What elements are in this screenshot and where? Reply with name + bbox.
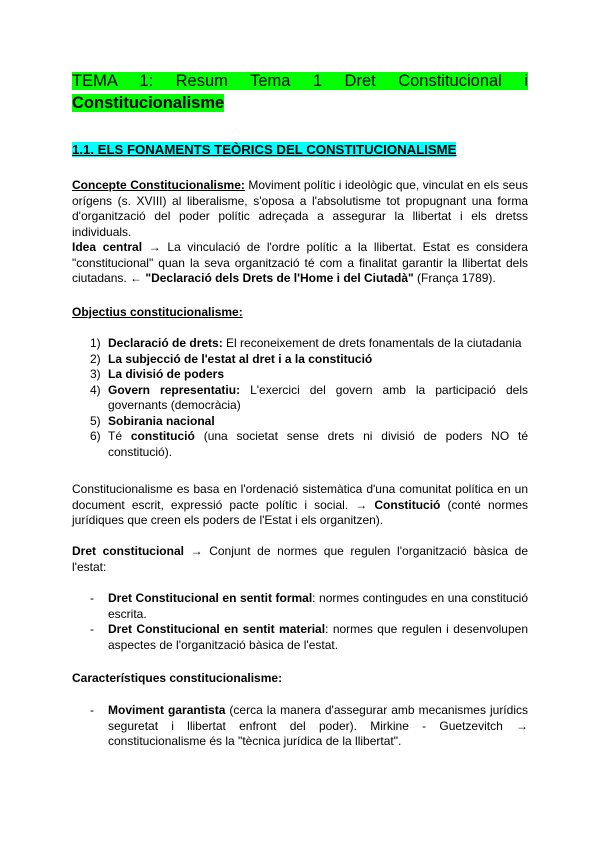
list-item: - Moviment garantista (cerca la manera d'assegurar amb mecanismes jurídics seguretat i llibertat enfront del poder). Mirkine - Guetzevitch → constitucionalisme és la "tècnica jurídica de la llibertat". [90,703,528,748]
constitucionalisme-paragraph: Constitucionalisme es basa en l'ordenació sistemàtica d'una comunitat política en un document escrit, expressió pacte polític i social. → Constitució (conté normes jurídiques que creen els poders de l'Estat i els organitzen). [72,482,528,527]
caracteristiques-heading: Característiques constitucionalisme: [72,671,283,685]
caracteristiques-list [72,703,528,750]
idea-label: Idea central [72,240,143,254]
list-item: 2) La subjecció de l'estat al dret i a la constitució [90,351,373,366]
concepte-paragraph: Concepte Constitucionalisme: Moviment polític i ideològic que, vinculat en els seus orígens (s. XVIII) al liberalisme, s'oposa a l'absolutisme tot propugnant una forma d'organització del poder polític adreçada a assegurar la llibertat i els dretss individuals. Idea central → La vinculació de l'ordre polític a la llibertat. Estat es considera "constitucional" quan la seva organització té com a finalitat garantir la llibertat dels ciutadans. ← "Declaració dels Drets de l'Home i del Ciutadà" (França 1789). [72,178,528,285]
dret-constitucional-paragraph: Dret constitucional → Conjunt de normes que regulen l'organització bàsica de l'estat: [72,544,528,574]
idea-text: La vinculació de l'ordre polític a la llibertat. Estat es considera "constitucional" quan la seva organització té com a finalitat garantir la llibertat dels ciutadans. ← [72,240,528,285]
list-item: 6) Té constitució (una societat sense drets ni divisió de poders NO té constitució). [90,429,528,459]
concepte-label: Concepte Constitucionalisme: [72,178,245,192]
page-title [72,70,528,114]
objectius-list [72,336,528,460]
title-line-2: Constitucionalisme [72,94,225,112]
list-item: 5) Sobirania nacional [90,413,215,428]
list-item: 1) Declaració de drets: El reconeixement de drets fonamentals de la ciutadania [90,336,522,350]
list-item: - Dret Constitucional en sentit material: normes que regulen i desenvolupen aspectes de l'organització bàsica de l'estat. [90,622,528,652]
title-line-1: TEMA 1: Resum Tema 1 Dret Constitucional i [72,72,528,90]
concepte-text: Moviment polític i ideològic que, vinculat en els seus orígens (s. XVIII) al liberalisme, s'oposa a l'absolutisme tot propugnant una forma d'organització del poder polític adreçada a assegurar la llibertat i els dretss individuals. [72,178,528,239]
section-heading: 1.1. ELS FONAMENTS TEÒRICS DEL CONSTITUCIONALISME [72,142,457,157]
objectius-heading: Objectius constitucionalisme: [72,305,243,319]
list-item: 3) La divisió de poders [90,367,225,381]
dret-constitucional-list [72,591,528,653]
list-item: - Dret Constitucional en sentit formal: normes contingudes en una constitució escrita. [90,591,528,621]
list-item: 4) Govern representatiu: L'exercici del govern amb la participació dels governants (democràcia) [90,382,528,412]
declaracio-title: "Declaració dels Drets de l'Home i del Ciutadà" [145,271,414,285]
